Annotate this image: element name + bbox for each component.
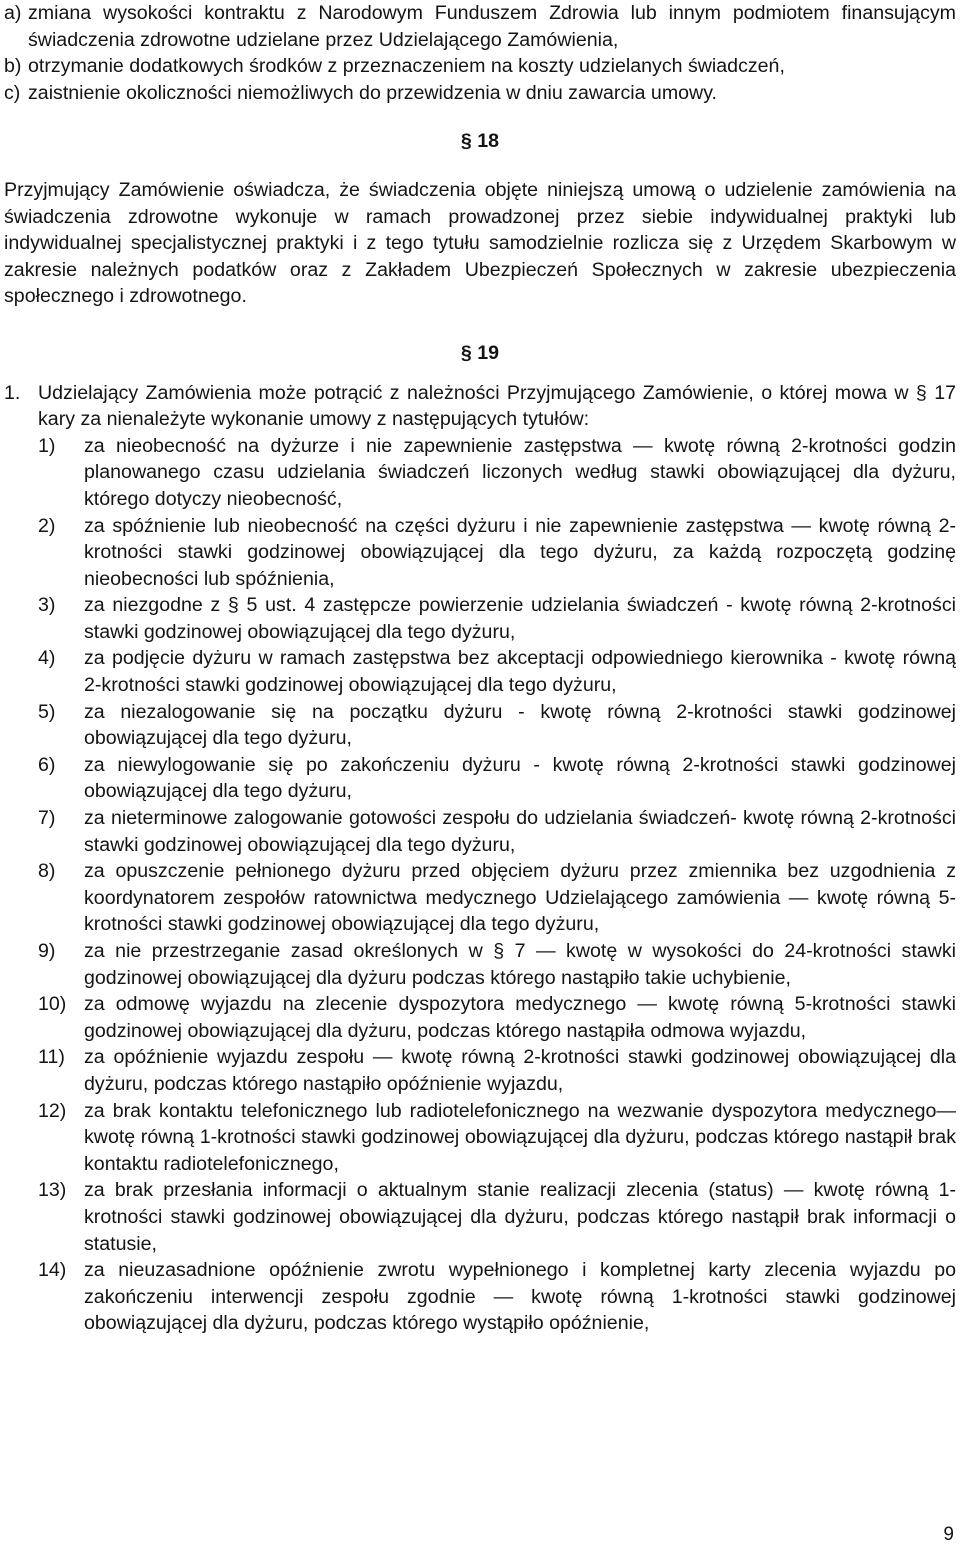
list-item bbox=[38, 645, 956, 698]
list-item-number: 2) bbox=[38, 514, 56, 537]
list-item-text: za opóźnienie wyjazdu zespołu — kwotę równą 2-krotności stawki godzinowej obowiązującej dla dyżuru, podczas którego nastąpiło opóźnienie wyjazdu, bbox=[84, 1046, 956, 1095]
intro-list bbox=[4, 0, 956, 106]
list-item-text: za odmowę wyjazdu na zlecenie dyspozytora medycznego — kwotę równą 5-krotności stawki godzinowej obowiązującej dla dyżuru, podczas którego nastąpiła odmowa wyjazdu, bbox=[84, 993, 956, 1042]
intro-item-text: otrzymanie dodatkowych środków z przeznaczeniem na koszty udzielanych świadczeń, bbox=[28, 55, 785, 78]
penalty-list bbox=[38, 433, 956, 1337]
list-item bbox=[38, 699, 956, 752]
list-item-number: 7) bbox=[38, 807, 56, 830]
point-label: 1. bbox=[4, 381, 21, 404]
list-item bbox=[38, 1177, 956, 1257]
list-item-number: 4) bbox=[38, 647, 56, 670]
list-item-number: 1) bbox=[38, 434, 56, 457]
section-19-heading: § 19 bbox=[460, 341, 500, 364]
list-item bbox=[38, 1098, 956, 1178]
list-item-text: za brak kontaktu telefonicznego lub radiotelefonicznego na wezwanie dyspozytora medycznego— kwotę równą 1-krotności stawki godzinowej obowiązującej dla dyżuru, podczas którego nastąpił brak kontaktu radiotelefonicznego, bbox=[84, 1099, 956, 1175]
list-item-number: 11) bbox=[38, 1046, 65, 1069]
intro-item-label: c) bbox=[4, 81, 21, 104]
list-item-number: 5) bbox=[38, 700, 56, 723]
intro-item-text: zaistnienie okoliczności niemożliwych do przewidzenia w dniu zawarcia umowy. bbox=[28, 81, 717, 104]
list-item-text: za nieuzasadnione opóźnienie zwrotu wypełnionego i kompletnej karty zlecenia wyjazdu po zakończeniu interwencji zespołu zgodnie — kwotę równą 1-krotności stawki godzinowej obowiązującej dla dyżuru, podczas którego wystąpiło opóźnienie, bbox=[84, 1259, 956, 1335]
list-item-text: za spóźnienie lub nieobecność na części dyżuru i nie zapewnienie zastępstwa — kwotę równą 2-krotności stawki godzinowej obowiązującej dla tego dyżuru, za każdą rozpoczętą godzinę nieobecności lub spóźnienia, bbox=[84, 514, 956, 590]
list-item bbox=[38, 752, 956, 805]
section-18-paragraph: Przyjmujący Zamówienie oświadcza, że świadczenia objęte niniejszą umową o udzielenie zamówienia na świadczenia zdrowotne wykonuje w ramach prowadzonej przez siebie indywidualnej praktyki lub indywidualnej specjalistycznej praktyki i z tego tytułu samodzielnie rozlicza się z Urzędem Skarbowym w zakresie należnych podatków oraz z Zakładem Ubezpieczeń Społecznych w zakresie ubezpieczenia społecznego i zdrowotnego. bbox=[4, 178, 956, 308]
list-item-number: 13) bbox=[38, 1179, 67, 1202]
list-item-text: za niewylogowanie się po zakończeniu dyżuru - kwotę równą 2-krotności stawki godzinowej obowiązującej dla tego dyżuru, bbox=[84, 753, 956, 803]
list-item-number: 3) bbox=[38, 594, 56, 617]
list-item-text: za niezgodne z § 5 ust. 4 zastępcze powierzenie udzielania świadczeń - kwotę równą 2-krotności stawki godzinowej obowiązującej dla tego dyżuru, bbox=[84, 594, 956, 643]
intro-item-a bbox=[4, 0, 956, 53]
list-item-number: 8) bbox=[38, 860, 56, 883]
list-item bbox=[38, 1257, 956, 1337]
list-item bbox=[38, 1044, 956, 1097]
document-page bbox=[4, 0, 956, 1337]
list-item-number: 6) bbox=[38, 753, 56, 776]
intro-item-text: zmiana wysokości kontraktu z Narodowym Funduszem Zdrowia lub innym podmiotem finansującym świadczenia zdrowotne udzielane przez Udzielającego Zamówienia, bbox=[28, 2, 956, 51]
list-item-text: za nie przestrzeganie zasad określonych w § 7 — kwotę w wysokości do 24-krotności stawki godzinowej obowiązującej dla dyżuru podczas którego nastąpiło takie uchybienie, bbox=[84, 940, 956, 989]
list-item bbox=[38, 858, 956, 938]
list-item bbox=[38, 805, 956, 858]
list-item-number: 14) bbox=[38, 1259, 67, 1282]
section-18-heading: § 18 bbox=[460, 130, 500, 153]
list-item-text: za opuszczenie pełnionego dyżuru przed objęciem dyżuru przez zmiennika bez uzgodnienia z koordynatorem zespołów ratownictwa medycznego Udzielającego zamówienia — kwotę równą 5-krotności stawki godzinowej obowiązującej dla tego dyżuru, bbox=[84, 860, 956, 936]
list-item bbox=[38, 513, 956, 593]
list-item bbox=[38, 991, 956, 1044]
list-item-text: za niezalogowanie się na początku dyżuru - kwotę równą 2-krotności stawki godzinowej obowiązującej dla tego dyżuru, bbox=[84, 700, 956, 750]
list-item bbox=[38, 938, 956, 991]
intro-item-c bbox=[4, 80, 956, 107]
intro-item-b bbox=[4, 53, 956, 80]
list-item-text: za nieobecność na dyżurze i nie zapewnienie zastępstwa — kwotę równą 2-krotności godzin planowanego czasu udzielania świadczeń liczonych według stawki obowiązującej dla dyżuru, którego dotyczy nieobecność, bbox=[84, 434, 956, 510]
section-19-point-1 bbox=[4, 380, 956, 433]
list-item-text: za brak przesłania informacji o aktualnym stanie realizacji zlecenia (status) — kwotę równą 1-krotności stawki godzinowej obowiązującej dla dyżuru, podczas którego nastąpił brak informacji o statusie, bbox=[84, 1179, 956, 1255]
page-number: 9 bbox=[943, 1524, 954, 1545]
list-item-text: za podjęcie dyżuru w ramach zastępstwa bez akceptacji odpowiedniego kierownika - kwotę równą 2-krotności stawki godzinowej obowiązującej dla tego dyżuru, bbox=[84, 647, 956, 697]
intro-item-label: a) bbox=[4, 2, 22, 24]
list-item bbox=[38, 592, 956, 645]
point-text: Udzielający Zamówienia może potrącić z należności Przyjmującego Zamówienie, o której mowa w § 17 kary za nienależyte wykonanie umowy z następujących tytułów: bbox=[38, 381, 956, 431]
list-item-number: 10) bbox=[38, 993, 67, 1016]
list-item bbox=[38, 433, 956, 513]
list-item-number: 9) bbox=[38, 940, 56, 962]
intro-item-label: b) bbox=[4, 55, 22, 78]
list-item-text: za nieterminowe zalogowanie gotowości zespołu do udzielania świadczeń- kwotę równą 2-krotności stawki godzinowej obowiązującej dla tego dyżuru, bbox=[84, 807, 956, 856]
list-item-number: 12) bbox=[38, 1099, 67, 1122]
